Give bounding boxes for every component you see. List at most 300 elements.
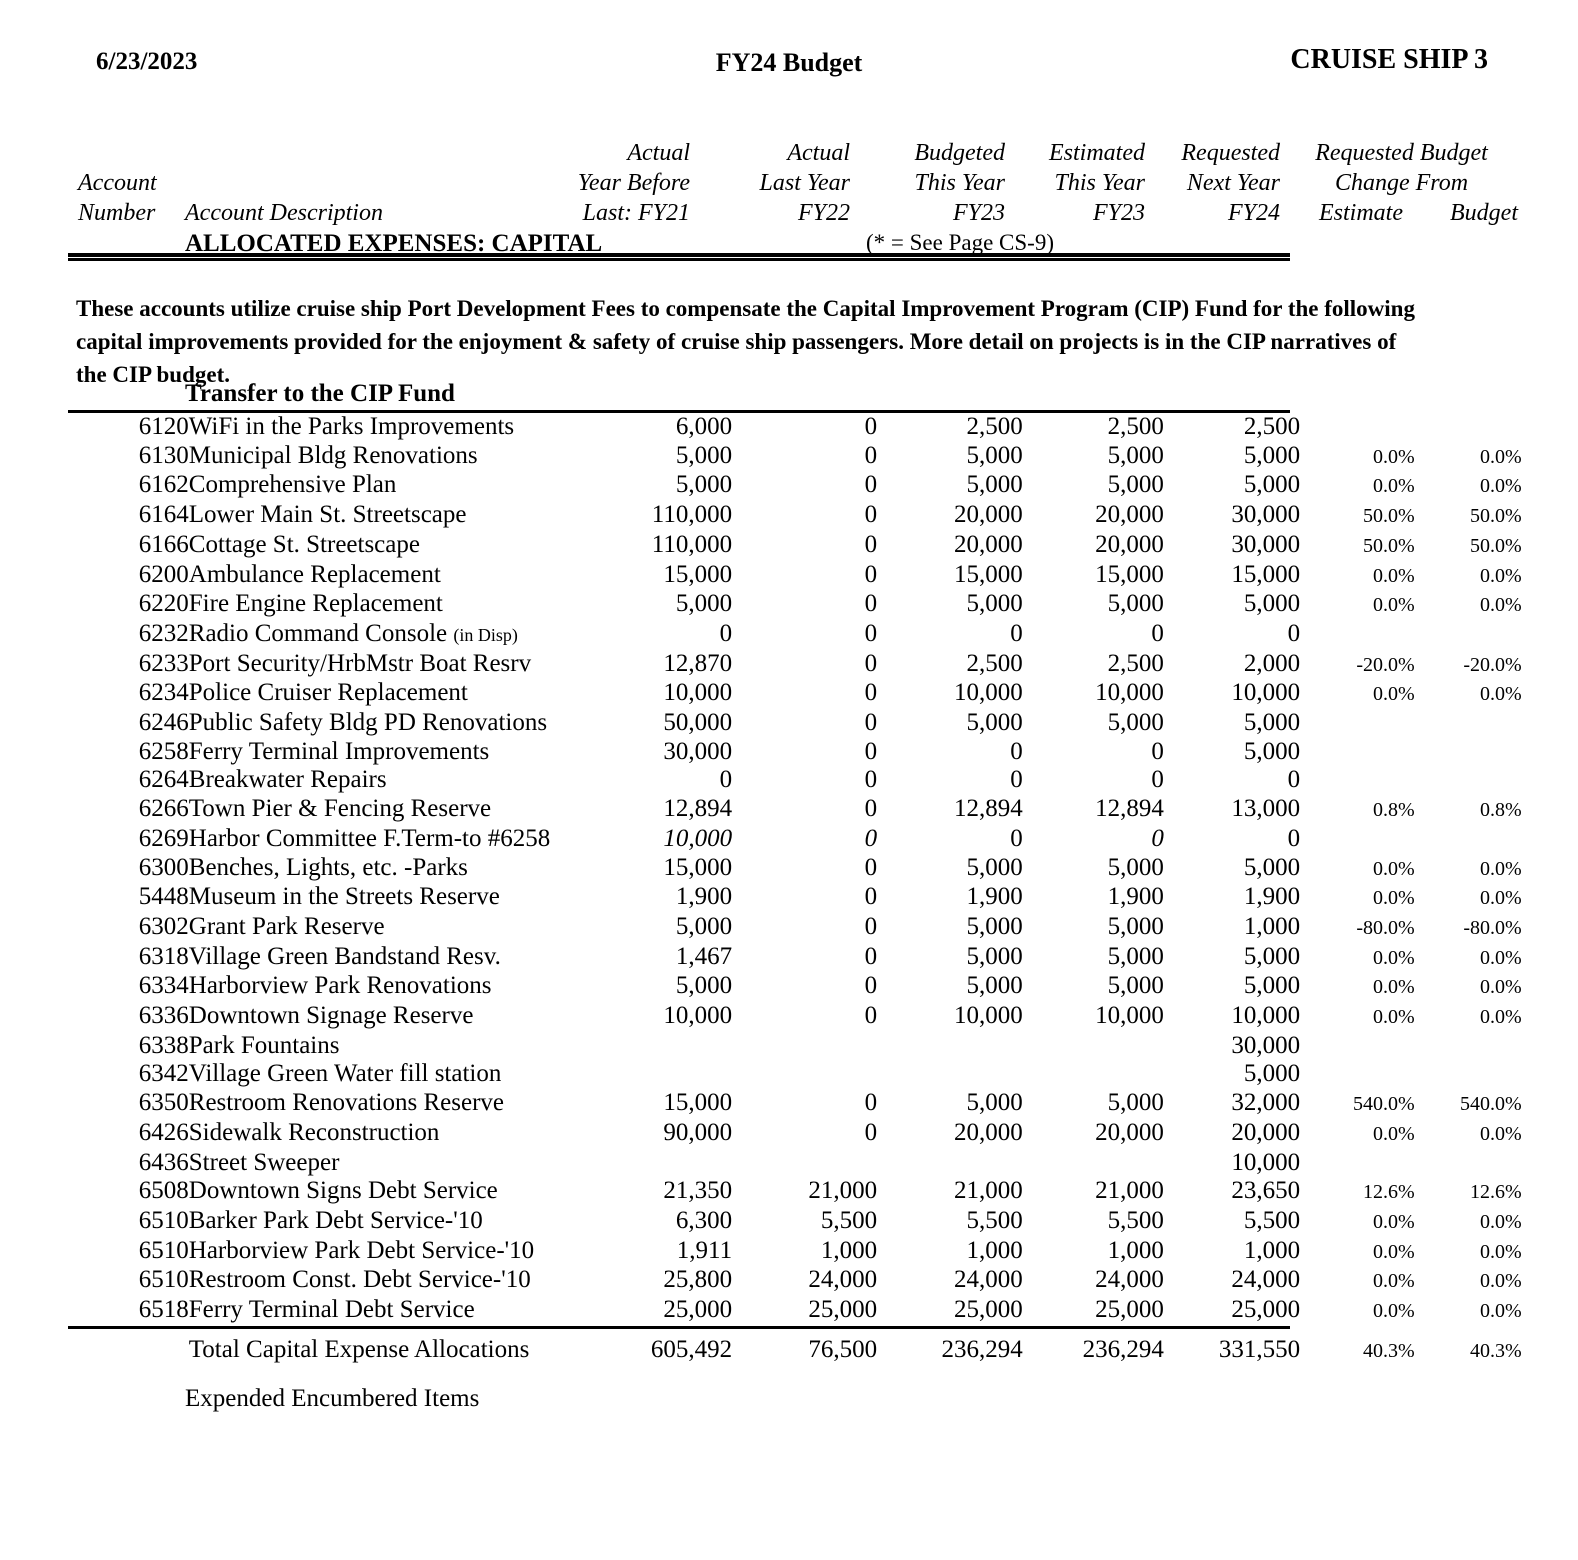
cell-account-description: Barker Park Debt Service-'10: [188, 1206, 483, 1234]
total-fy23-estimated: 236,294: [1082, 1335, 1164, 1363]
cell-account-description: Restroom Renovations Reserve: [188, 1089, 505, 1117]
cell-change-from-budget: 0.0%: [1479, 976, 1522, 999]
row-spacer: [0, 442, 73, 472]
cell-fy24-requested: 30,000: [1231, 530, 1301, 558]
row-spacer: [0, 1089, 73, 1119]
cell-fy23-estimated: 15,000: [1095, 560, 1164, 588]
cell-change-from-estimate: 0.0%: [1372, 1006, 1415, 1029]
cell-fy22-actual: 0: [864, 883, 878, 911]
cell-fy24-requested: 5,000: [1243, 441, 1301, 469]
cell-fy23-budgeted: 0: [1010, 737, 1023, 765]
row-spacer: [0, 1002, 73, 1032]
row-tail: [1522, 679, 1578, 709]
row-tail: [1522, 913, 1578, 943]
cell-change-from-estimate: 540.0%: [1352, 1093, 1415, 1116]
row-tail: [1522, 501, 1578, 531]
cell-fy21-actual: 10,000: [663, 679, 733, 707]
cell-fy23-estimated: 1,900: [1107, 883, 1164, 911]
cell-account-number: 6436: [138, 1148, 189, 1176]
cell-change-from-estimate: 0.0%: [1372, 1210, 1415, 1233]
row-spacer: [0, 531, 73, 561]
cell-account-number: 6518: [138, 1296, 189, 1324]
budget-table: [0, 413, 1578, 1366]
table-row[interactable]: [0, 1002, 1578, 1032]
cell-change-from-budget: [1415, 1032, 1522, 1061]
row-spacer: [0, 1060, 73, 1089]
table-row[interactable]: [0, 1237, 1578, 1267]
cell-change-from-budget: [1415, 709, 1522, 738]
cell-account-description: Lower Main St. Streetscape: [188, 501, 467, 529]
cell-fy21-actual: 30,000: [663, 737, 733, 765]
header-fy21-line1: Actual: [627, 140, 690, 166]
cell-change-from-budget: 0.0%: [1479, 564, 1522, 587]
row-tail: [1522, 620, 1578, 650]
table-row[interactable]: [0, 650, 1578, 680]
table-row[interactable]: [0, 854, 1578, 884]
row-tail: [1522, 561, 1578, 591]
cell-fy24-requested: 5,000: [1243, 709, 1301, 737]
header-fy23-budgeted-line1: Budgeted: [914, 140, 1005, 166]
table-row[interactable]: [0, 766, 1578, 795]
cell-change-from-estimate: 50.0%: [1362, 534, 1415, 557]
cell-fy22-actual: 24,000: [808, 1266, 878, 1294]
cell-account-description: Radio Command Console (in Disp): [188, 619, 518, 647]
row-spacer: [0, 1266, 73, 1296]
total-change-from-budget: 40.3%: [1469, 1339, 1522, 1362]
header-change-group-line2: Change From: [1334, 170, 1469, 196]
cell-account-number: 6508: [138, 1177, 189, 1205]
header-fy23-budgeted-year: FY23: [952, 200, 1005, 226]
cell-fy21-actual: 12,894: [663, 795, 733, 823]
cell-fy24-requested: 30,000: [1231, 1031, 1301, 1059]
cell-fy21-actual: 1,467: [675, 942, 733, 970]
cell-fy21-actual: 5,000: [675, 590, 733, 618]
header-fy23-budgeted-line2: This Year: [914, 170, 1005, 196]
cell-fy23-estimated: 5,000: [1107, 590, 1164, 618]
cell-fy23-estimated: [1023, 1032, 1164, 1061]
cell-change-from-estimate: 0.0%: [1372, 1122, 1415, 1145]
table-row[interactable]: [0, 413, 1578, 442]
table-row[interactable]: [0, 1149, 1578, 1178]
department-title: CRUISE SHIP 3: [1290, 44, 1488, 75]
cell-fy21-actual: 10,000: [663, 824, 733, 852]
cell-fy23-estimated: 5,000: [1107, 709, 1164, 737]
cell-fy22-actual: 0: [864, 1089, 878, 1117]
row-tail: [1522, 766, 1578, 795]
cell-fy23-budgeted: [877, 1060, 1023, 1089]
cell-fy23-budgeted: 2,500: [966, 649, 1023, 677]
column-header-row-2: [0, 170, 1578, 200]
cell-fy23-budgeted: 5,500: [966, 1206, 1023, 1234]
cell-fy22-actual: [732, 1032, 877, 1061]
cell-fy23-estimated: 20,000: [1095, 530, 1164, 558]
cell-account-description: Grant Park Reserve: [188, 912, 385, 940]
cell-fy24-requested: 1,900: [1243, 883, 1301, 911]
cell-fy23-estimated: 0: [1151, 737, 1164, 765]
cell-fy24-requested: 15,000: [1231, 560, 1301, 588]
column-header-row-1: [0, 140, 1578, 170]
cell-account-description: Park Fountains: [188, 1031, 340, 1059]
cell-fy22-actual: 1,000: [820, 1236, 878, 1264]
cell-change-from-estimate: 0.0%: [1372, 887, 1415, 910]
cell-fy21-actual: 90,000: [663, 1118, 733, 1146]
cell-fy21-actual: 0: [719, 766, 733, 794]
cell-change-from-estimate: 0.0%: [1372, 976, 1415, 999]
header-fy23-estimated-line1: Estimated: [1049, 140, 1145, 166]
cell-change-from-estimate: 0.0%: [1372, 594, 1415, 617]
row-spacer: [0, 413, 73, 442]
cell-change-from-budget: [1415, 825, 1522, 854]
cell-change-from-budget: 0.0%: [1479, 1270, 1522, 1293]
cell-fy21-actual: 15,000: [663, 853, 733, 881]
cell-fy24-requested: 32,000: [1231, 1089, 1301, 1117]
table-row[interactable]: [0, 825, 1578, 854]
cell-fy23-budgeted: 5,000: [966, 1089, 1023, 1117]
cell-fy21-actual: [568, 1149, 732, 1178]
cell-change-from-estimate: 0.0%: [1372, 475, 1415, 498]
cell-change-from-budget: 0.0%: [1479, 594, 1522, 617]
total-row: [0, 1336, 1578, 1366]
header-account-description: Account Description: [185, 200, 383, 226]
cell-account-description: Port Security/HrbMstr Boat Resrv: [188, 649, 532, 677]
cell-fy21-actual: 5,000: [675, 972, 733, 1000]
cell-account-number: 6338: [138, 1031, 189, 1059]
header-change-group-line1: Requested Budget: [1315, 140, 1488, 166]
cell-fy22-actual: 0: [864, 649, 878, 677]
total-account-number: [73, 1336, 189, 1366]
cell-fy22-actual: 0: [864, 912, 878, 940]
cell-fy23-budgeted: 5,000: [966, 709, 1023, 737]
row-spacer: [0, 766, 73, 795]
cell-change-from-estimate: 0.8%: [1372, 799, 1415, 822]
table-row[interactable]: [0, 972, 1578, 1002]
cell-fy23-estimated: 20,000: [1095, 1118, 1164, 1146]
cell-account-description: Harborview Park Debt Service-'10: [188, 1236, 535, 1264]
cell-change-from-budget: 50.0%: [1469, 505, 1522, 528]
cell-change-from-estimate: 0.0%: [1372, 683, 1415, 706]
cell-account-number: 6232: [138, 619, 189, 647]
header-fy22-line1: Actual: [787, 140, 850, 166]
cell-account-number: 5448: [138, 883, 189, 911]
table-row[interactable]: [0, 531, 1578, 561]
row-spacer: [0, 943, 73, 973]
cell-account-description: Harbor Committee F.Term-to #6258: [188, 824, 551, 852]
row-tail: [1522, 471, 1578, 501]
cell-fy22-actual: 0: [864, 942, 878, 970]
cell-fy22-actual: 25,000: [808, 1296, 878, 1324]
cell-change-from-estimate: -20.0%: [1356, 653, 1415, 676]
header-fy21-year: Last: FY21: [582, 200, 690, 226]
cell-fy24-requested: 2,500: [1243, 413, 1301, 440]
cell-fy22-actual: 0: [864, 737, 878, 765]
row-tail: [1522, 943, 1578, 973]
cell-change-from-budget: [1415, 766, 1522, 795]
cell-account-description: Police Cruiser Replacement: [188, 679, 468, 707]
row-tail: [1522, 709, 1578, 738]
cell-change-from-budget: 0.0%: [1479, 1240, 1522, 1263]
cell-fy23-budgeted: 21,000: [954, 1177, 1023, 1205]
cell-account-description: WiFi in the Parks Improvements: [188, 413, 515, 440]
cell-change-from-budget: 50.0%: [1469, 534, 1522, 557]
table-row[interactable]: [0, 1089, 1578, 1119]
cell-account-number: 6264: [138, 766, 189, 794]
cell-account-description: Sidewalk Reconstruction: [188, 1118, 440, 1146]
table-row[interactable]: [0, 1207, 1578, 1237]
cell-fy23-estimated: 12,894: [1095, 795, 1164, 823]
cell-change-from-estimate: 0.0%: [1372, 857, 1415, 880]
cell-account-description: Village Green Water fill station: [188, 1060, 502, 1088]
cell-fy23-estimated: 20,000: [1095, 501, 1164, 529]
cell-fy23-estimated: 21,000: [1095, 1177, 1164, 1205]
cell-fy23-estimated: 5,000: [1107, 853, 1164, 881]
cell-change-from-budget: 0.0%: [1479, 946, 1522, 969]
cell-change-from-budget: -80.0%: [1463, 916, 1522, 939]
cell-fy21-actual: 1,900: [675, 883, 733, 911]
row-spacer: [0, 1119, 73, 1149]
cell-change-from-estimate: 50.0%: [1362, 505, 1415, 528]
total-spacer: [0, 1336, 73, 1366]
cell-change-from-estimate: 0.0%: [1372, 1270, 1415, 1293]
cell-account-number: 6336: [138, 1002, 189, 1030]
row-spacer: [0, 590, 73, 620]
cell-fy22-actual: 0: [864, 590, 878, 618]
table-row[interactable]: [0, 561, 1578, 591]
cell-account-number: 6300: [138, 853, 189, 881]
cell-fy23-budgeted: 5,000: [966, 972, 1023, 1000]
cell-fy22-actual: 0: [864, 972, 878, 1000]
row-tail: [1522, 413, 1578, 442]
cell-fy23-estimated: [1023, 1149, 1164, 1178]
footer-note: Expended Encumbered Items: [185, 1385, 480, 1412]
total-separator-cell: [0, 1326, 1578, 1336]
cell-account-number: 6510: [138, 1236, 189, 1264]
table-row[interactable]: [0, 471, 1578, 501]
row-tail: [1522, 883, 1578, 913]
cell-fy22-actual: 0: [864, 1118, 878, 1146]
cell-fy23-estimated: 0: [1151, 766, 1164, 794]
table-row[interactable]: [0, 1119, 1578, 1149]
table-row[interactable]: [0, 943, 1578, 973]
row-tail: [1522, 1207, 1578, 1237]
cell-fy23-budgeted: 1,000: [966, 1236, 1023, 1264]
cell-fy24-requested: 5,500: [1243, 1206, 1301, 1234]
cell-fy21-actual: 5,000: [675, 441, 733, 469]
cell-fy22-actual: 0: [864, 795, 878, 823]
header-change-estimate: Estimate: [1319, 200, 1403, 226]
cell-fy24-requested: 0: [1287, 619, 1301, 647]
cell-fy21-actual: 0: [719, 619, 733, 647]
cell-fy23-budgeted: 2,500: [966, 413, 1023, 440]
cell-fy21-actual: 12,870: [663, 649, 733, 677]
row-spacer: [0, 709, 73, 738]
table-row[interactable]: [0, 738, 1578, 767]
table-row[interactable]: [0, 501, 1578, 531]
cell-change-from-budget: 12.6%: [1469, 1181, 1522, 1204]
document-date: 6/23/2023: [96, 48, 198, 75]
cell-description-note: (in Disp): [453, 624, 518, 645]
cell-fy22-actual: [732, 1149, 877, 1178]
row-tail: [1522, 1060, 1578, 1089]
budget-table-body: [0, 413, 1578, 1366]
cell-account-number: 6269: [138, 824, 189, 852]
table-row[interactable]: [0, 1296, 1578, 1326]
cell-fy23-estimated: 5,000: [1107, 912, 1164, 940]
header-fy22-line2: Last Year: [759, 170, 850, 196]
cell-fy22-actual: 0: [864, 441, 878, 469]
cell-fy23-estimated: [1023, 1060, 1164, 1089]
row-tail: [1522, 972, 1578, 1002]
cell-account-number: 6130: [138, 441, 189, 469]
total-fy21-actual: 605,492: [650, 1335, 733, 1363]
table-row[interactable]: [0, 620, 1578, 650]
cell-fy23-estimated: 0: [1151, 824, 1164, 852]
cell-fy21-actual: 25,000: [663, 1296, 733, 1324]
cell-fy23-budgeted: 1,900: [966, 883, 1023, 911]
cell-account-number: 6162: [138, 471, 189, 499]
cell-change-from-estimate: 0.0%: [1372, 445, 1415, 468]
table-row[interactable]: [0, 442, 1578, 472]
row-spacer: [0, 972, 73, 1002]
row-tail: [1522, 1032, 1578, 1061]
cell-account-number: 6166: [138, 530, 189, 558]
cell-fy21-actual: [568, 1032, 732, 1061]
cell-fy23-budgeted: 10,000: [954, 679, 1023, 707]
cell-fy23-budgeted: [877, 1032, 1023, 1061]
cell-fy23-budgeted: 5,000: [966, 441, 1023, 469]
cell-change-from-budget: 0.0%: [1479, 445, 1522, 468]
cell-change-from-budget: 0.0%: [1479, 1300, 1522, 1323]
table-row[interactable]: [0, 1177, 1578, 1207]
cell-account-number: 6334: [138, 972, 189, 1000]
row-tail: [1522, 854, 1578, 884]
column-header-row-3: [0, 200, 1578, 230]
row-spacer: [0, 1149, 73, 1178]
cell-fy21-actual: 6,000: [675, 413, 733, 440]
cell-account-number: 6220: [138, 590, 189, 618]
total-fy24-requested: 331,550: [1218, 1335, 1301, 1363]
cell-change-from-budget: 0.0%: [1479, 857, 1522, 880]
row-tail: [1522, 1089, 1578, 1119]
cell-fy22-actual: 0: [864, 471, 878, 499]
cell-fy21-actual: 15,000: [663, 1089, 733, 1117]
cell-account-description: Museum in the Streets Reserve: [188, 883, 500, 911]
cell-account-number: 6350: [138, 1089, 189, 1117]
cell-change-from-estimate: -80.0%: [1356, 916, 1415, 939]
header-fy22-year: FY22: [797, 200, 850, 226]
cell-account-number: 6426: [138, 1118, 189, 1146]
cell-fy24-requested: 5,000: [1243, 942, 1301, 970]
header-fy24-year: FY24: [1227, 200, 1280, 226]
cell-change-from-budget: [1415, 738, 1522, 767]
cell-change-from-estimate: [1300, 825, 1415, 854]
table-row[interactable]: [0, 883, 1578, 913]
cell-fy24-requested: 5,000: [1243, 1060, 1301, 1088]
cell-fy23-budgeted: [877, 1149, 1023, 1178]
cell-fy24-requested: 5,000: [1243, 471, 1301, 499]
table-row[interactable]: [0, 795, 1578, 825]
cell-change-from-budget: 0.0%: [1479, 475, 1522, 498]
cell-account-description: Benches, Lights, etc. -Parks: [188, 853, 468, 881]
cell-fy24-requested: 5,000: [1243, 853, 1301, 881]
cell-fy24-requested: 1,000: [1243, 912, 1301, 940]
cell-fy23-budgeted: 5,000: [966, 590, 1023, 618]
cell-fy24-requested: 23,650: [1231, 1177, 1301, 1205]
document-title: FY24 Budget: [715, 48, 863, 77]
cell-account-number: 6200: [138, 560, 189, 588]
cell-fy23-budgeted: 20,000: [954, 501, 1023, 529]
row-spacer: [0, 883, 73, 913]
total-change-from-estimate: 40.3%: [1362, 1339, 1415, 1362]
row-tail: [1522, 795, 1578, 825]
cell-account-description: Town Pier & Fencing Reserve: [188, 795, 492, 823]
cell-account-description: Ambulance Replacement: [188, 560, 441, 588]
row-spacer: [0, 1237, 73, 1267]
cell-fy24-requested: 25,000: [1231, 1296, 1301, 1324]
total-tail: [1522, 1336, 1578, 1366]
cell-fy22-actual: 0: [864, 530, 878, 558]
cell-fy23-estimated: 5,500: [1107, 1206, 1164, 1234]
cell-account-description: Public Safety Bldg PD Renovations: [188, 709, 548, 737]
row-spacer: [0, 471, 73, 501]
row-tail: [1522, 825, 1578, 854]
table-row[interactable]: [0, 1060, 1578, 1089]
cell-fy24-requested: 0: [1287, 766, 1301, 794]
cell-account-description: Ferry Terminal Debt Service: [188, 1296, 475, 1324]
cell-change-from-estimate: 12.6%: [1362, 1181, 1415, 1204]
table-row[interactable]: [0, 709, 1578, 738]
header-double-rule: [68, 253, 1290, 261]
row-tail: [1522, 1177, 1578, 1207]
cell-change-from-estimate: [1300, 1149, 1415, 1178]
cell-change-from-budget: [1415, 620, 1522, 650]
row-spacer: [0, 650, 73, 680]
cell-account-number: 6246: [138, 709, 189, 737]
cell-change-from-budget: 0.0%: [1479, 1210, 1522, 1233]
row-tail: [1522, 738, 1578, 767]
cell-fy22-actual: 0: [864, 709, 878, 737]
cell-fy23-estimated: 0: [1151, 619, 1164, 647]
cell-change-from-budget: 0.0%: [1479, 683, 1522, 706]
cell-change-from-estimate: [1300, 738, 1415, 767]
table-row[interactable]: [0, 913, 1578, 943]
table-row[interactable]: [0, 1032, 1578, 1061]
cell-fy24-requested: 2,000: [1243, 649, 1301, 677]
cell-fy21-actual: 50,000: [663, 709, 733, 737]
cell-change-from-estimate: 0.0%: [1372, 1240, 1415, 1263]
cell-fy23-estimated: 2,500: [1107, 649, 1164, 677]
row-spacer: [0, 1207, 73, 1237]
cell-fy21-actual: 25,800: [663, 1266, 733, 1294]
cell-fy23-budgeted: 10,000: [954, 1002, 1023, 1030]
cell-fy23-budgeted: 5,000: [966, 471, 1023, 499]
cell-change-from-estimate: 0.0%: [1372, 564, 1415, 587]
cell-fy22-actual: 5,500: [820, 1206, 878, 1234]
header-fy24-line1: Requested: [1181, 140, 1280, 166]
cell-fy23-budgeted: 0: [1010, 824, 1023, 852]
cell-fy24-requested: 5,000: [1243, 737, 1301, 765]
cell-fy23-budgeted: 5,000: [966, 942, 1023, 970]
table-row[interactable]: [0, 679, 1578, 709]
row-spacer: [0, 795, 73, 825]
table-row[interactable]: [0, 1266, 1578, 1296]
row-spacer: [0, 825, 73, 854]
cell-account-number: 6266: [138, 795, 189, 823]
row-spacer: [0, 1032, 73, 1061]
table-row[interactable]: [0, 590, 1578, 620]
cell-fy23-estimated: 5,000: [1107, 441, 1164, 469]
cell-account-number: 6510: [138, 1266, 189, 1294]
cell-fy23-budgeted: 20,000: [954, 530, 1023, 558]
